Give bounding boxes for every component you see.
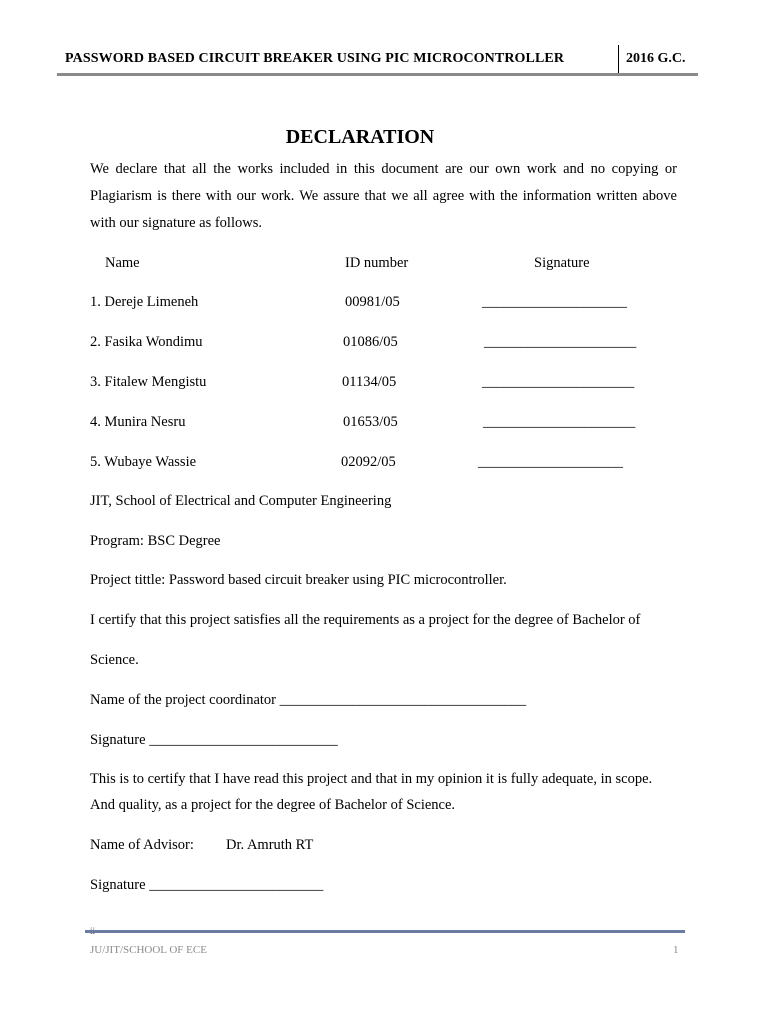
column-header-id: ID number <box>345 255 409 271</box>
header-separator <box>618 45 619 75</box>
member-name: 3. Fitalew Mengistu <box>90 374 207 390</box>
school-line: JIT, School of Electrical and Computer Engineering <box>90 493 392 509</box>
member-signature-line: ____________________ <box>478 454 623 470</box>
column-header-name: Name <box>105 255 140 271</box>
program-line: Program: BSC Degree <box>90 533 221 549</box>
member-signature-line: _____________________ <box>482 374 635 390</box>
coordinator-line: Name of the project coordinator __________________________________ <box>90 692 527 708</box>
member-signature-line: ____________________ <box>482 294 627 310</box>
advisor-signature-line: Signature ________________________ <box>90 877 324 893</box>
intro-paragraph: We declare that all the works included in this document are our own work and no copying or Plagiarism is there with our work. We assure that we all agree with the information written above with our signature as follows. <box>90 161 677 231</box>
member-name: 1. Dereje Limeneh <box>90 294 199 310</box>
member-signature-line: _____________________ <box>483 414 636 430</box>
footer-department: JU/JIT/SCHOOL OF ECE <box>90 944 207 956</box>
page-number: 1 <box>673 944 679 956</box>
coordinator-signature-line: Signature __________________________ <box>90 732 338 748</box>
member-name: 5. Wubaye Wassie <box>90 454 197 470</box>
project-title-line: Project tittle: Password based circuit breaker using PIC microcontroller. <box>90 572 507 588</box>
footer-rule <box>85 930 685 933</box>
column-header-signature: Signature <box>534 255 590 271</box>
member-name: 2. Fasika Wondimu <box>90 334 203 350</box>
advisor-certify-line-2: And quality, as a project for the degree of Bachelor of Science. <box>90 797 456 813</box>
member-name: 4. Munira Nesru <box>90 414 186 430</box>
member-id: 00981/05 <box>345 294 400 310</box>
running-header-year: 2016 G.C. <box>626 51 686 66</box>
member-signature-line: _____________________ <box>484 334 637 350</box>
running-header-title: PASSWORD BASED CIRCUIT BREAKER USING PIC MICROCONTROLLER <box>65 51 565 66</box>
certify-line-2: Science. <box>90 652 139 668</box>
member-id: 02092/05 <box>341 454 396 470</box>
member-id: 01086/05 <box>343 334 398 350</box>
page-title: DECLARATION <box>285 126 435 148</box>
advisor-name: Dr. Amruth RT <box>226 837 314 853</box>
advisor-certify-line-1: This is to certify that I have read this project and that in my opinion it is fully adequate, in scope. <box>90 771 653 787</box>
advisor-label: Name of Advisor: <box>90 837 194 853</box>
member-id: 01653/05 <box>343 414 398 430</box>
certify-line-1: I certify that this project satisfies all the requirements as a project for the degree of Bachelor of <box>90 612 641 628</box>
header-rule <box>57 73 698 76</box>
member-id: 01134/05 <box>342 374 397 390</box>
